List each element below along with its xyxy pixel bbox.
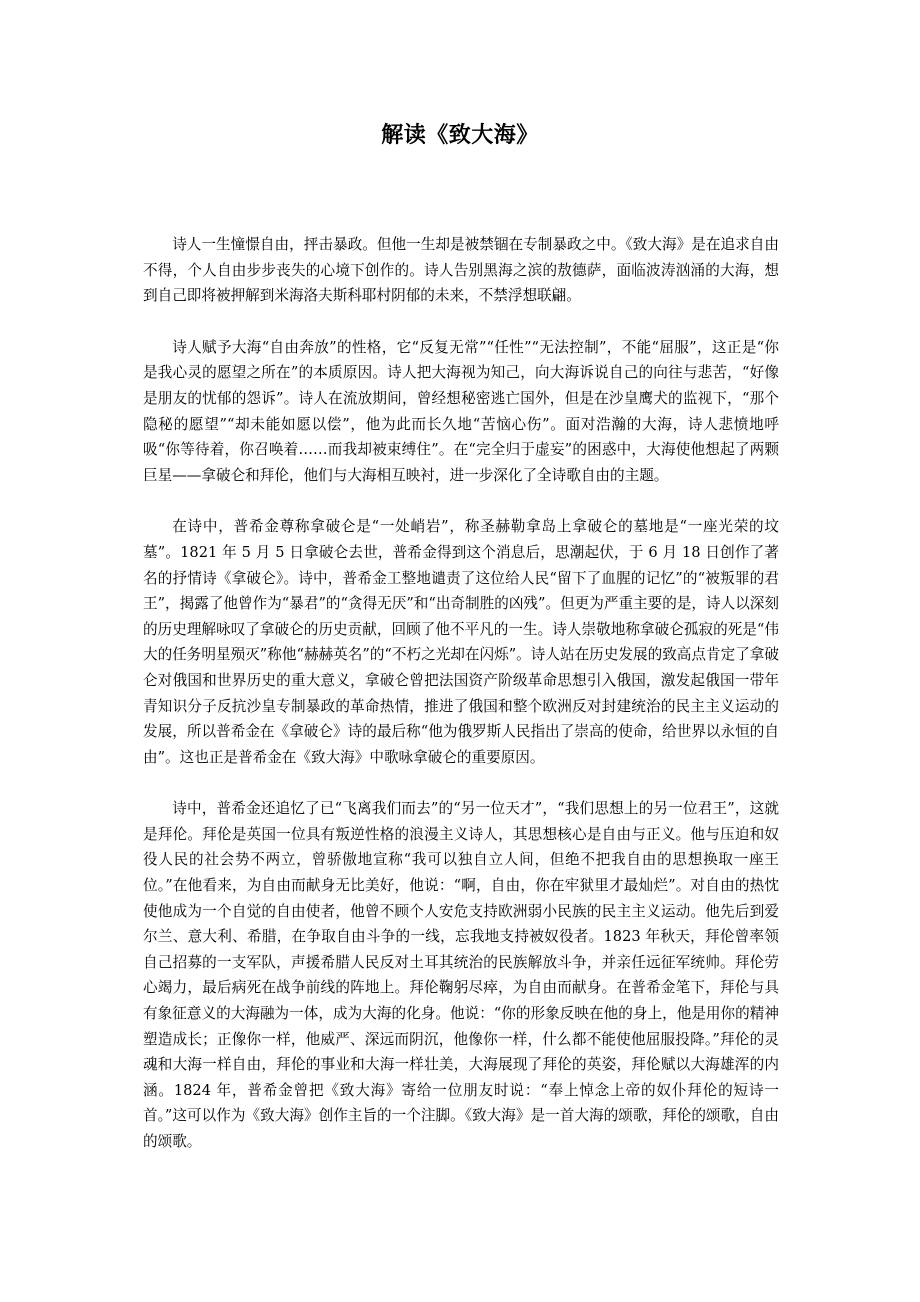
paragraph-3: 在诗中，普希金尊称拿破仑是“一处峭岩”，称圣赫勒拿岛上拿破仑的墓地是“一座光荣的坟墓”。1821 年 5 月 5 日拿破仑去世，普希金得到这个消息后，思潮起伏，于 6 月 18 日创作了著名的抒情诗《拿破仑》。诗中，普希金工整地谴责了这位给人民“留下了血腥的记忆”的“被叛罪的君王”，揭露了他曾作为“暴君”的“贪得无厌”和“出奇制胜的凶残”。但更为严重主要的是，诗人以深刻的历史理解咏叹了拿破仑的历史贡献，回顾了他不平凡的一生。诗人崇敬地称拿破仑孤寂的死是“伟大的任务明星殒灭”称他“赫赫英名”的“不朽之光却在闪烁”。诗人站在历史发展的致高点肯定了拿破仑对俄国和世界历史的重大意义，拿破仑曾把法国资产阶级革命思想引入俄国，激发起俄国一带年青知识分子反抗沙皇专制暴政的革命热情，推进了俄国和整个欧洲反对封建统治的民主主义运动的发展，所以普希金在《拿破仑》诗的最后称“他为俄罗斯人民指出了崇高的使命，给世界以永恒的自由”。这也正是普希金在《致大海》中歌咏拿破仑的重要原因。 — [143, 518, 779, 766]
document-title: 解读《致大海》 — [381, 122, 539, 148]
paragraph-2: 诗人赋予大海“自由奔放”的性格，它“反复无常”“任性”“无法控制”，不能“屈服”，这正是“你是我心灵的愿望之所在”的本质原因。诗人把大海视为知己，向大海诉说自己的向往与悲苦，“好像是朋友的忧郁的怨诉”。诗人在流放期间，曾经想秘密逃亡国外，但是在沙皇鹰犬的监视下，“那个隐秘的愿望”“却未能如愿以偿”，他为此而长久地“苦恼心伤”。面对浩瀚的大海，诗人悲愤地呼吸“你等待着，你召唤着……而我却被束缚住”。在“完全归于虚妄”的困惑中，大海使他想起了两颗巨星——拿破仑和拜伦，他们与大海相互映衬，进一步深化了全诗歌自由的主题。 — [143, 338, 779, 484]
paragraph-1: 诗人一生憧憬自由，抨击暴政。但他一生却是被禁锢在专制暴政之中。《致大海》是在追求自由不得，个人自由步步丧失的心境下创作的。诗人告别黑海之滨的敖德萨，面临波涛汹涌的大海，想到自己即将被押解到米海洛夫斯科耶村阴郁的未来，不禁浮想联翩。 — [143, 236, 779, 305]
document-body — [143, 232, 779, 1181]
paragraph-4: 诗中，普希金还追忆了已“飞离我们而去”的“另一位天才”，“我们思想上的另一位君王”，这就是拜伦。拜伦是英国一位具有叛逆性格的浪漫主义诗人，其思想核心是自由与正义。他与压迫和奴役人民的社会势不两立，曾骄傲地宣称“我可以独自立人间，但绝不把我自由的思想换取一座王位。”在他看来，为自由而献身无比美好，他说：“啊，自由，你在牢狱里才最灿烂”。对自由的热忱使他成为一个自觉的自由使者，他曾不顾个人安危支持欧洲弱小民族的民主主义运动。他先后到爱尔兰、意大利、希腊，在争取自由斗争的一线，忘我地支持被奴役者。1823 年秋天，拜伦曾率领自己招募的一支军队，声援希腊人民反对土耳其统治的民族解放斗争，并亲任远征军统帅。拜伦劳心竭力，最后病死在战争前线的阵地上。拜伦鞠躬尽瘁，为自由而献身。在普希金笔下，拜伦与具有象征意义的大海融为一体，成为大海的化身。他说：“你的形象反映在他的身上，他是用你的精神塑造成长；正像你一样，他威严、深远而阴沉，他像你一样，什么都不能使他屈服投降。”拜伦的灵魂和大海一样自由，拜伦的事业和大海一样壮美，大海展现了拜伦的英姿，拜伦赋以大海雄浑的内涵。1824 年，普希金曾把《致大海》寄给一位朋友时说：“奉上悼念上帝的奴仆拜伦的短诗一首。”这可以作为《致大海》创作主旨的一个注脚。《致大海》是一首大海的颂歌，拜伦的颂歌，自由的颂歌。 — [143, 800, 779, 1150]
